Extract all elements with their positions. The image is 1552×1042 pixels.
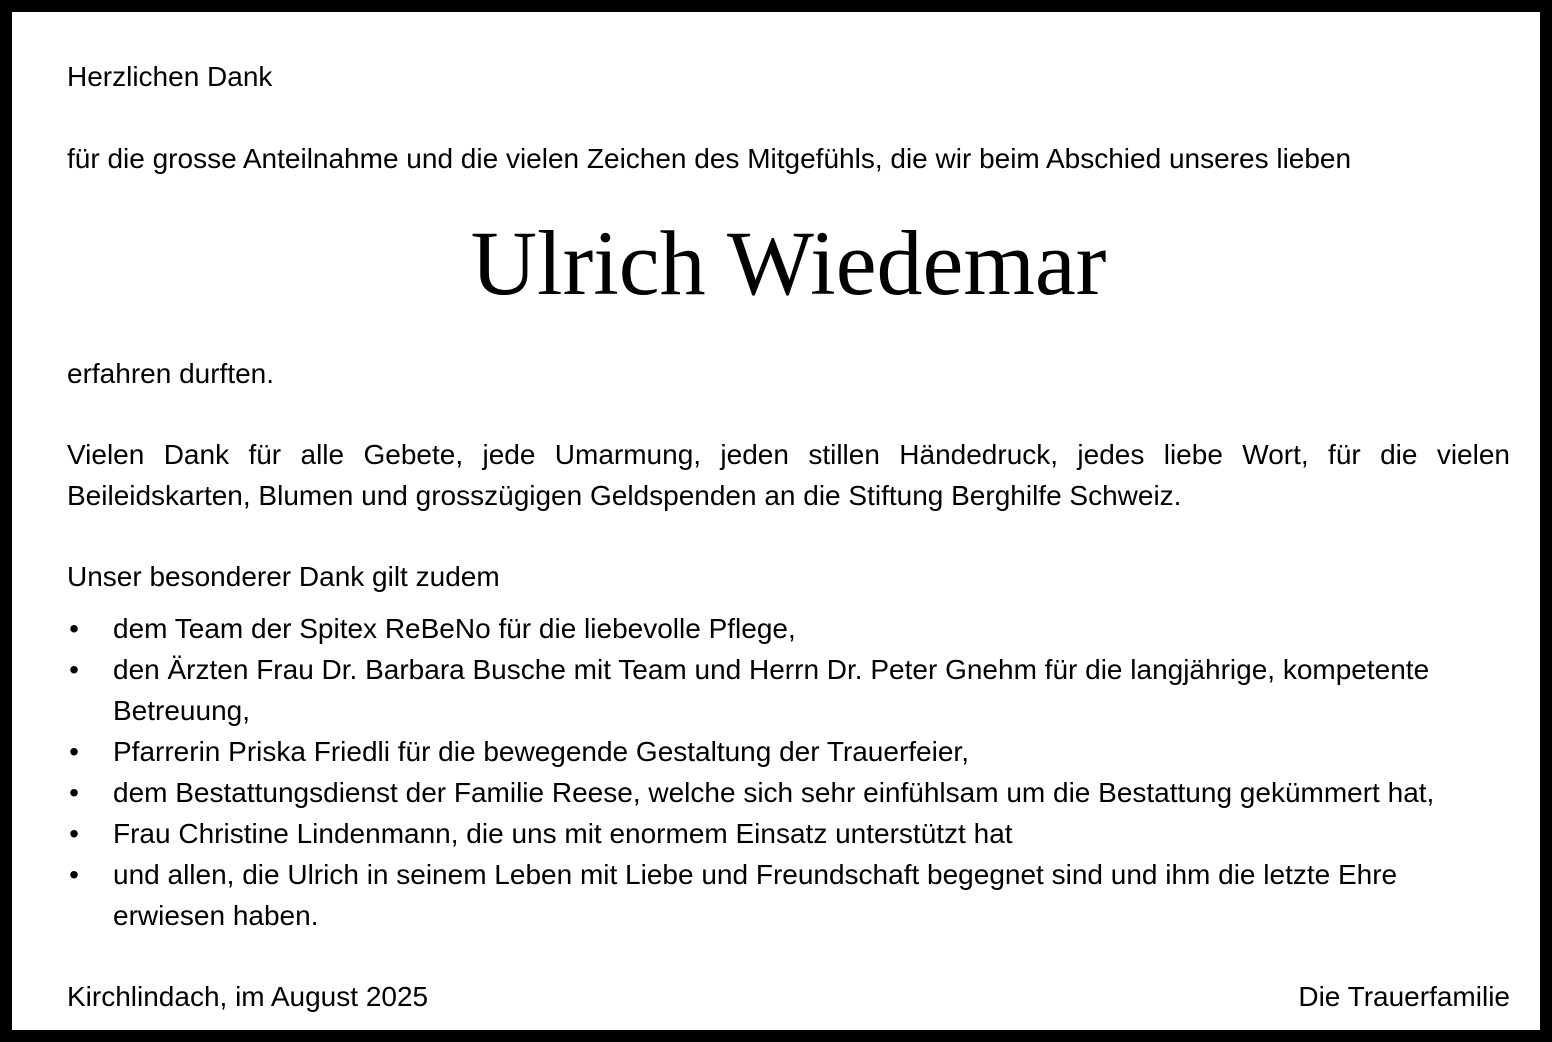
list-item-text: und allen, die Ulrich in seinem Leben mit Liebe und Freundschaft begegnet sind und ihm die letzte Ehre erwiesen haben. (113, 859, 1398, 931)
list-item (67, 772, 1510, 813)
list-item-text: Frau Christine Lindenmann, die uns mit enormem Einsatz unterstützt hat (113, 818, 1013, 849)
bullet-icon: • (69, 654, 79, 685)
list-item (67, 608, 1510, 649)
special-thanks-heading: Unser besonderer Dank gilt zudem (67, 561, 500, 592)
signature: Die Trauerfamilie (1298, 981, 1510, 1012)
list-item (67, 854, 1510, 936)
list-item (67, 731, 1510, 772)
notice-heading: Herzlichen Dank (67, 61, 273, 92)
after-name-text: erfahren durften. (67, 358, 275, 389)
deceased-name: Ulrich Wiedemar (470, 212, 1107, 314)
bullet-icon: • (69, 818, 79, 849)
list-item (67, 813, 1510, 854)
list-item-text: den Ärzten Frau Dr. Barbara Busche mit Team und Herrn Dr. Peter Gnehm für die langjährige, kompetente Betreuung, (113, 654, 1430, 726)
bullet-icon: • (69, 613, 79, 644)
bullet-icon: • (69, 859, 79, 890)
list-item-text: dem Team der Spitex ReBeNo für die liebevolle Pflege, (113, 613, 796, 644)
thanks-list (67, 608, 1510, 936)
thanks-paragraph: Vielen Dank für alle Gebete, jede Umarmung, jeden stillen Händedruck, jedes liebe Wort, für die vielen Beileidskarten, Blumen und grosszügigen Geldspenden an die Stiftung Berghilfe Schweiz. (67, 439, 1510, 511)
bullet-icon: • (69, 736, 79, 767)
place-date: Kirchlindach, im August 2025 (67, 981, 429, 1012)
list-item-text: dem Bestattungsdienst der Familie Reese, welche sich sehr einfühlsam um die Bestattung gekümmert hat, (113, 777, 1435, 808)
list-item-text: Pfarrerin Priska Friedli für die bewegende Gestaltung der Trauerfeier, (113, 736, 969, 767)
list-item (67, 649, 1510, 731)
bullet-icon: • (69, 777, 79, 808)
intro-text: für die grosse Anteilnahme und die vielen Zeichen des Mitgefühls, die wir beim Abschied unseres lieben (67, 143, 1352, 174)
